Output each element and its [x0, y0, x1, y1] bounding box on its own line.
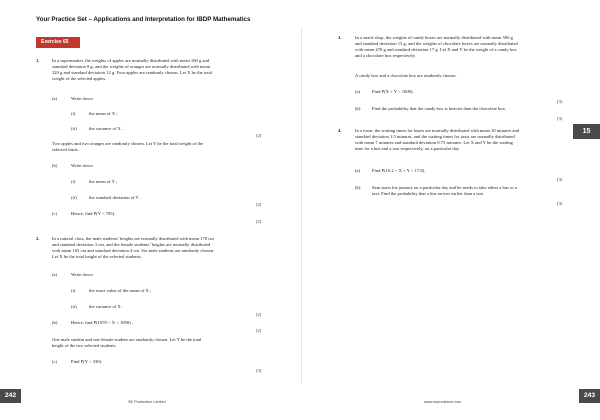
question-stem-line: standard deviation 1.5 minutes, and the waiting times for taxis are normally distributed [355, 134, 515, 139]
question-stem-line: weight of the selected apples. [52, 76, 107, 81]
marks: [2] [256, 202, 262, 207]
question-stem-line: 220 g and standard deviation 12 g. Four apples are randomly chosen. Let X be the total [52, 70, 212, 75]
part-label: (b) [355, 106, 361, 111]
question-stem-line: In a supermarket, the weights of apples are normally distributed with mean 160 g and [52, 58, 210, 63]
marks: [2] [256, 219, 262, 224]
question-stem-line: In a town, the waiting times for buses are normally distributed with mean 10 minutes and [355, 128, 520, 133]
part-text: Find P(16.2 < X + Y < 17.8). [372, 168, 426, 173]
marks: [3] [557, 177, 563, 182]
subpart-label: (i) [71, 179, 76, 184]
subpart-label: (ii) [71, 126, 77, 131]
part-text: Write down [71, 272, 93, 277]
subpart-label: (i) [71, 288, 76, 293]
part-text: Write down [71, 96, 93, 101]
chapter-tab: 15 [573, 124, 600, 139]
question-stem-line: and standard deviation 13 g, and the weights of chocolate boxes are normally distributed [355, 41, 518, 46]
part-label: (b) [355, 185, 361, 190]
part-label: (b) [52, 320, 58, 325]
question-stem-line: with mean 7 minutes and standard deviation 0.75 minutes. Let X and Y be the waiting [355, 140, 513, 145]
question-text-line: Two apples and two oranges are randomly chosen. Let Y be the total weight of the [52, 141, 204, 146]
question-stem-line: time for a bus and a taxi respectively, on a particular day. [355, 146, 460, 151]
question-number: 2. [36, 236, 40, 241]
question-number: 1. [36, 58, 40, 63]
question-text-line: selected fruits. [52, 147, 79, 152]
question-text-line: A candy box and a chocolate box are randomly chosen. [355, 73, 457, 78]
subpart-text: the variance of X . [89, 304, 124, 309]
question-text-line: One male student and one female student are randomly chosen. Let Y be the total [52, 337, 202, 342]
part-text: Find P(X + Y > 1000). [372, 89, 414, 94]
question-stem-line: In a snack shop, the weights of candy boxes are normally distributed with mean 500 g [355, 35, 513, 40]
marks: [2] [256, 328, 262, 333]
footer-website: www.seprodstore.com [424, 400, 462, 404]
part-text: Hence, find P(Y < 795). [71, 211, 116, 216]
marks: [3] [557, 99, 563, 104]
subpart-label: (ii) [71, 304, 77, 309]
marks: [3] [557, 201, 563, 206]
question-stem-line: In a tutorial class, the male students’ heights are normally distributed with mean 178 cm [52, 236, 214, 241]
part-label: (c) [52, 211, 58, 216]
part-text: Find P(Y > 330). [71, 359, 103, 364]
question-number: 3. [338, 35, 342, 40]
question-stem-line: and standard deviation 3 cm, and the female students’ heights are normally distributed [52, 242, 211, 247]
marks: [3] [557, 116, 563, 121]
footer-publisher: SE Production Limited [128, 400, 166, 404]
part-label: (a) [52, 272, 58, 277]
part-label: (a) [355, 168, 361, 173]
question-stem-line: standard deviation 8 g, and the weights of oranges are normally distributed with mean [52, 64, 210, 69]
page-title: Your Practice Set – Applications and Interpretation for IBDP Mathematics [36, 16, 251, 23]
page-divider [301, 28, 302, 384]
question-stem-line: and a chocolate box respectively. [355, 53, 416, 58]
page-number-left: 242 [0, 389, 21, 403]
subpart-text: the standard deviation of Y . [89, 195, 141, 200]
subpart-text: the mean of Y ; [89, 179, 118, 184]
subpart-label: (i) [71, 111, 76, 116]
part-text: Write down [71, 163, 93, 168]
subpart-text: the exact value of the mean of X ; [89, 288, 152, 293]
question-stem-line: with mean 165 cm and standard deviation 4 cm. Six male students are randomly chosen. [52, 248, 215, 253]
marks: [3] [256, 368, 262, 373]
marks: [2] [256, 133, 262, 138]
part-text: Hence, find P(1070 < X < 1090) . [71, 320, 133, 325]
part-label: (b) [52, 163, 58, 168]
part-label: (a) [355, 89, 361, 94]
part-text: Sam starts his journey on a particular day and he needs to take either a bus or a [372, 185, 518, 190]
part-text: taxi. Find the probability that a bus arrives earlier than a taxi. [372, 191, 485, 196]
page-number-right: 243 [579, 389, 600, 403]
marks: [2] [256, 312, 262, 317]
question-stem-line: Let X be the total height of the selected students. [52, 254, 142, 259]
part-text: Find the probability that the candy box is heavier than the chocolate box. [372, 106, 507, 111]
subpart-label: (ii) [71, 195, 77, 200]
exercise-badge: Exercise 65 [36, 37, 80, 48]
part-label: (c) [52, 359, 58, 364]
question-number: 4. [338, 128, 342, 133]
question-stem-line: with mean 470 g and standard deviation 17 g. Let X and Y be the weight of a candy box [355, 47, 517, 52]
question-text-line: height of the two selected students. [52, 343, 117, 348]
subpart-text: the variance of X . [89, 126, 124, 131]
subpart-text: the mean of X ; [89, 111, 118, 116]
part-label: (a) [52, 96, 58, 101]
